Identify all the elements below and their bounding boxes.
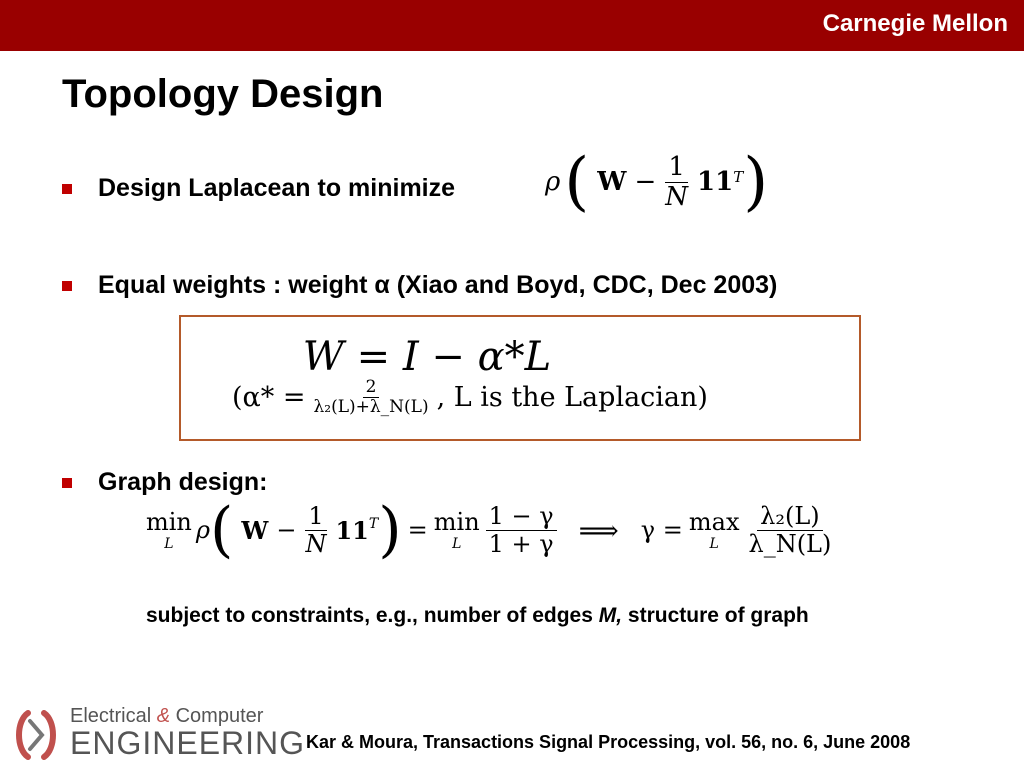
fraction-one-over-n <box>662 153 691 211</box>
bullet-text: Graph design: <box>98 468 268 496</box>
frac-den: N <box>665 181 689 212</box>
transpose-symbol: T <box>733 168 744 186</box>
minus-sign: − <box>276 516 297 544</box>
bullet-graph-design <box>62 468 267 497</box>
alpha-frac-den: λ₂(L)+λ_N(L) <box>313 396 429 417</box>
min-text: min <box>433 508 480 536</box>
ece-logo-icon <box>8 707 64 763</box>
minus-sign: − <box>634 167 657 197</box>
alpha-tail: , L is the Laplacian) <box>436 381 708 413</box>
gamma-equals: γ = <box>640 516 683 544</box>
min-operator <box>146 508 192 552</box>
fraction-one-over-n <box>302 503 329 557</box>
graph-design-formula <box>146 495 834 565</box>
lambda-num: λ₂(L) <box>757 503 823 530</box>
header-bar <box>0 0 1024 51</box>
right-paren: ) <box>378 495 402 565</box>
frac-num: 1 <box>665 153 688 183</box>
equals-sign: = <box>407 516 428 544</box>
constraints-m: M, <box>598 604 623 627</box>
bullet-design-laplacean <box>62 174 455 203</box>
bullet-text: Equal weights : weight α (Xiao and Boyd, CDC, Dec 2003) <box>98 271 778 299</box>
slide-title: Topology Design <box>62 72 384 116</box>
alpha-open: (α* = <box>232 381 306 413</box>
max-text: max <box>688 508 740 536</box>
bullet-text: Design Laplacean to minimize <box>98 174 456 202</box>
alpha-frac-num: 2 <box>363 378 380 398</box>
brand-name: Carnegie Mellon <box>822 10 1008 37</box>
rho-symbol: ρ <box>195 516 210 544</box>
gamma-num: 1 − γ <box>486 503 557 530</box>
weight-matrix-equation: W = I − α*L <box>302 334 552 380</box>
alpha-definition <box>232 378 708 416</box>
constraints-note <box>146 604 809 628</box>
gamma-fraction <box>486 503 557 557</box>
constraints-suffix: structure of graph <box>622 604 809 627</box>
logo-line2: ENGINEERING <box>70 725 306 761</box>
lambda-den: λ_N(L) <box>748 529 832 558</box>
alpha-fraction <box>310 378 431 416</box>
bullet-equal-weights <box>62 271 777 300</box>
ece-logo <box>8 705 306 763</box>
left-paren: ( <box>564 145 590 219</box>
ones-vector: 11 <box>335 515 369 545</box>
min-subscript: L <box>164 536 174 552</box>
constraints-prefix: subject to constraints, e.g., number of edges <box>146 604 599 627</box>
min-text: min <box>146 508 192 536</box>
logo-ampersand: & <box>156 705 171 727</box>
transpose-symbol: T <box>368 516 379 532</box>
bullet-square-icon <box>62 184 72 194</box>
implies-arrow: ⟹ <box>578 513 619 547</box>
formula-rho <box>545 145 769 219</box>
frac-num: 1 <box>305 503 326 530</box>
logo-computer: Computer <box>170 705 264 727</box>
bullet-square-icon <box>62 478 72 488</box>
max-subscript: L <box>709 536 719 552</box>
w-matrix: W <box>241 515 269 545</box>
max-operator <box>689 508 740 552</box>
min-subscript: L <box>452 536 462 552</box>
ones-vector: 11 <box>697 167 734 197</box>
bullet-square-icon <box>62 281 72 291</box>
citation-footer: Kar & Moura, Transactions Signal Processing, vol. 56, no. 6, June 2008 <box>306 732 911 752</box>
left-paren: ( <box>210 495 234 565</box>
gamma-den: 1 + γ <box>488 529 554 558</box>
lambda-fraction <box>745 503 834 557</box>
rho-symbol: ρ <box>545 167 561 197</box>
right-paren: ) <box>743 145 769 219</box>
logo-electrical: Electrical <box>70 705 157 727</box>
w-matrix: W <box>597 167 627 197</box>
frac-den: N <box>305 529 327 558</box>
min-operator-2 <box>434 508 480 552</box>
